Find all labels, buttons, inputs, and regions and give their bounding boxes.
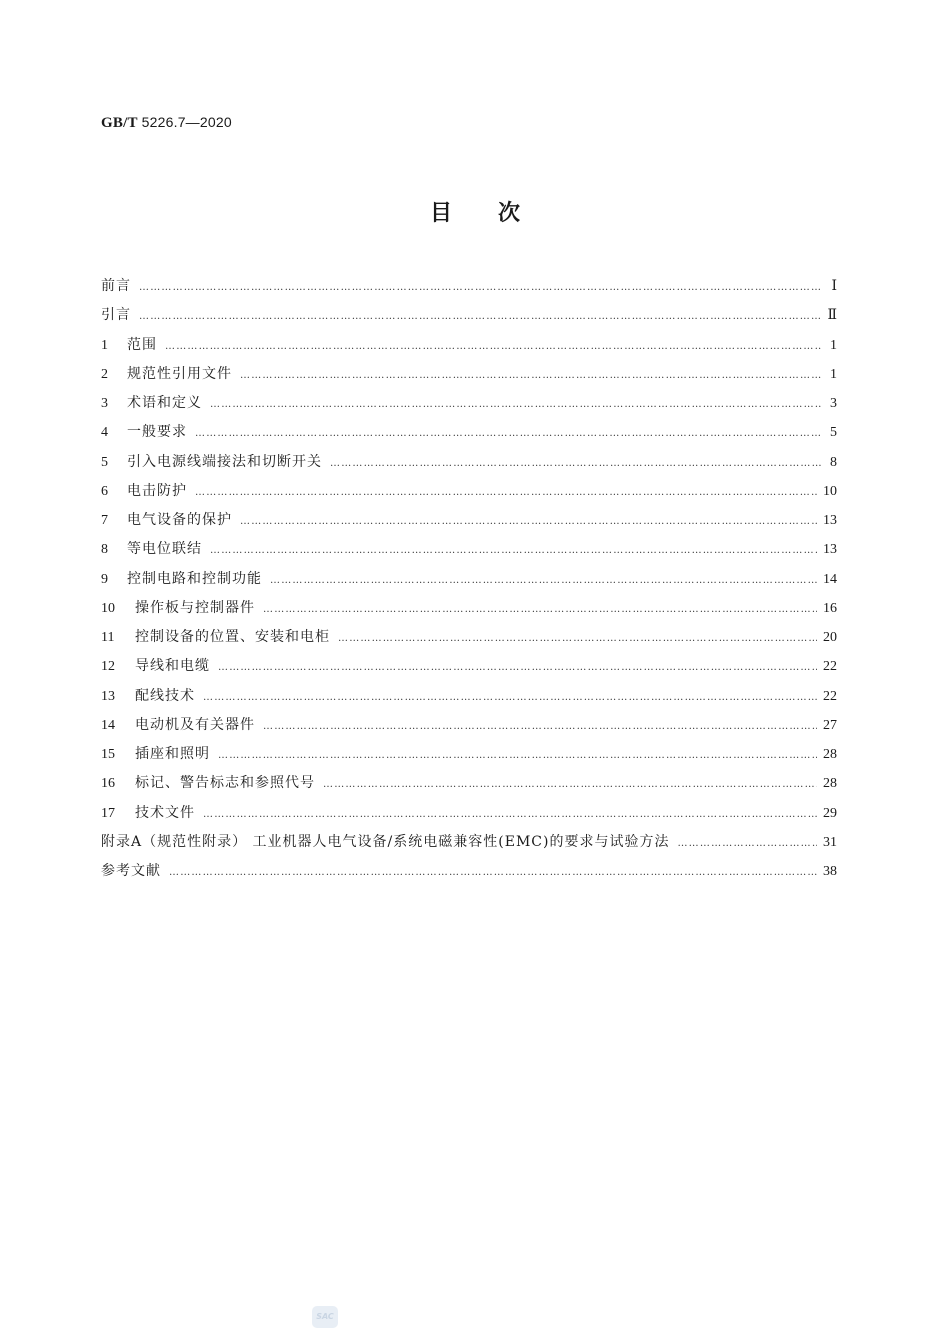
toc-entry-label: 导线和电缆: [135, 658, 210, 675]
toc-entry[interactable]: [101, 448, 837, 477]
toc-entry-page: 13: [823, 513, 837, 528]
toc-leader-dots: [677, 829, 817, 858]
toc-entry-page: 31: [823, 834, 837, 850]
toc-leader-dots: [203, 800, 817, 829]
toc-entry-number: 15: [101, 747, 115, 762]
toc-entry[interactable]: [101, 535, 837, 564]
toc-leader-dots: [165, 332, 821, 361]
toc-entry-page: 22: [823, 688, 837, 704]
toc-leader-dots: [263, 595, 817, 624]
toc-entry-page: Ⅱ: [827, 308, 837, 324]
toc-entry[interactable]: [101, 301, 837, 330]
toc-entry-number: 14: [101, 717, 115, 733]
toc-entry-label: 电动机及有关器件: [135, 716, 255, 733]
toc-entry[interactable]: [101, 506, 837, 535]
toc-leader-dots: [195, 419, 821, 448]
toc-entry-number: 9: [101, 571, 108, 587]
standard-code: [101, 114, 232, 132]
standard-prefix: GB/T: [101, 115, 138, 131]
toc-entry[interactable]: [101, 769, 837, 798]
toc-entry-number: 13: [101, 688, 115, 704]
toc-entry[interactable]: [101, 389, 837, 418]
toc-entry-label: 等电位联结: [127, 541, 202, 558]
toc-entry-page: 38: [823, 864, 837, 879]
toc-leader-dots: [139, 273, 821, 302]
toc-entry-page: 27: [823, 717, 837, 733]
toc-entry-number: 4: [101, 425, 108, 441]
toc-entry-page: 28: [823, 776, 837, 792]
toc-entry-page: 10: [823, 483, 837, 499]
toc-leader-dots: [218, 741, 817, 770]
toc-entry-page: 5: [830, 425, 837, 441]
toc-leader-dots: [195, 478, 817, 507]
toc-entry-number: 17: [101, 805, 115, 821]
toc-entry[interactable]: [101, 828, 837, 857]
toc-entry-label: 范围: [127, 336, 157, 353]
toc-entry-number: 12: [101, 659, 115, 675]
toc-entry-label: 术语和定义: [127, 395, 202, 411]
toc-entry[interactable]: [101, 652, 837, 681]
toc-entry-page: 28: [823, 747, 837, 762]
toc-entry-page: 20: [823, 630, 837, 645]
toc-leader-dots: [270, 566, 817, 595]
sac-watermark-logo: SAC: [312, 1306, 338, 1328]
toc-leader-dots: [218, 653, 817, 682]
toc-leader-dots: [210, 536, 817, 565]
toc-entry[interactable]: [101, 565, 837, 594]
toc-entry-number: 10: [101, 600, 115, 616]
table-of-contents: [101, 272, 837, 886]
toc-entry-label: 电击防护: [127, 482, 187, 499]
toc-entry[interactable]: [101, 477, 837, 506]
toc-entry-page: 3: [830, 396, 837, 411]
toc-entry-page: 14: [823, 571, 837, 587]
toc-entry-label: 插座和照明: [135, 746, 210, 762]
toc-entry-label: 参考文献: [101, 863, 161, 879]
toc-entry-label: 控制设备的位置、安装和电柜: [135, 629, 330, 645]
toc-leader-dots: [323, 770, 817, 799]
toc-entry[interactable]: [101, 740, 837, 769]
toc-entry-page: 1: [830, 366, 837, 382]
toc-entry-label: 前言: [101, 278, 131, 294]
toc-entry[interactable]: [101, 799, 837, 828]
toc-entry-label: 规范性引用文件: [127, 365, 232, 382]
toc-entry-page: 8: [830, 454, 837, 470]
toc-entry-label: 控制电路和控制功能: [127, 570, 262, 587]
toc-entry-label: 操作板与控制器件: [135, 599, 255, 616]
toc-entry-label: 电气设备的保护: [127, 512, 232, 528]
toc-entry-page: 13: [823, 542, 837, 558]
toc-entry-page: Ⅰ: [831, 279, 837, 294]
toc-entry-number: 7: [101, 513, 108, 528]
toc-entry-page: 16: [823, 600, 837, 616]
toc-entry-number: 6: [101, 483, 108, 499]
toc-entry-number: 3: [101, 396, 108, 411]
toc-leader-dots: [330, 449, 821, 478]
toc-leader-dots: [338, 624, 817, 653]
toc-entry-label: 技术文件: [135, 804, 195, 821]
toc-title: 目次: [429, 201, 566, 226]
toc-entry[interactable]: [101, 418, 837, 447]
toc-entry-number: 8: [101, 542, 108, 558]
toc-entry-number: 1: [101, 337, 108, 353]
toc-entry-page: 22: [823, 659, 837, 675]
toc-entry[interactable]: [101, 360, 837, 389]
toc-leader-dots: [210, 390, 821, 419]
toc-entry-label: 引言: [101, 307, 131, 324]
toc-entry[interactable]: [101, 623, 837, 652]
toc-entry-number: 2: [101, 366, 108, 382]
toc-entry[interactable]: [101, 272, 837, 301]
toc-leader-dots: [169, 858, 817, 887]
toc-entry-page: 29: [823, 805, 837, 821]
toc-entry[interactable]: [101, 857, 837, 886]
toc-leader-dots: [240, 507, 817, 536]
toc-entry-label: 标记、警告标志和参照代号: [135, 775, 315, 792]
toc-entry-number: 16: [101, 776, 115, 792]
toc-leader-dots: [139, 302, 821, 331]
toc-entry-number: 11: [101, 630, 115, 645]
toc-leader-dots: [240, 361, 821, 390]
toc-entry-label: 附录A（规范性附录） 工业机器人电气设备/系统电磁兼容性(EMC)的要求与试验方法: [101, 833, 670, 850]
toc-leader-dots: [203, 683, 817, 712]
toc-entry[interactable]: [101, 594, 837, 623]
toc-entry-page: 1: [830, 337, 837, 353]
toc-entry-number: 5: [101, 454, 108, 470]
toc-entry[interactable]: [101, 331, 837, 360]
toc-entry-label: 配线技术: [135, 687, 195, 704]
toc-entry[interactable]: [101, 682, 837, 711]
toc-entry-label: 引入电源线端接法和切断开关: [127, 453, 322, 470]
standard-number: 5226.7—2020: [141, 114, 232, 130]
toc-entry-label: 一般要求: [127, 424, 187, 441]
toc-entry[interactable]: [101, 711, 837, 740]
toc-leader-dots: [263, 712, 817, 741]
